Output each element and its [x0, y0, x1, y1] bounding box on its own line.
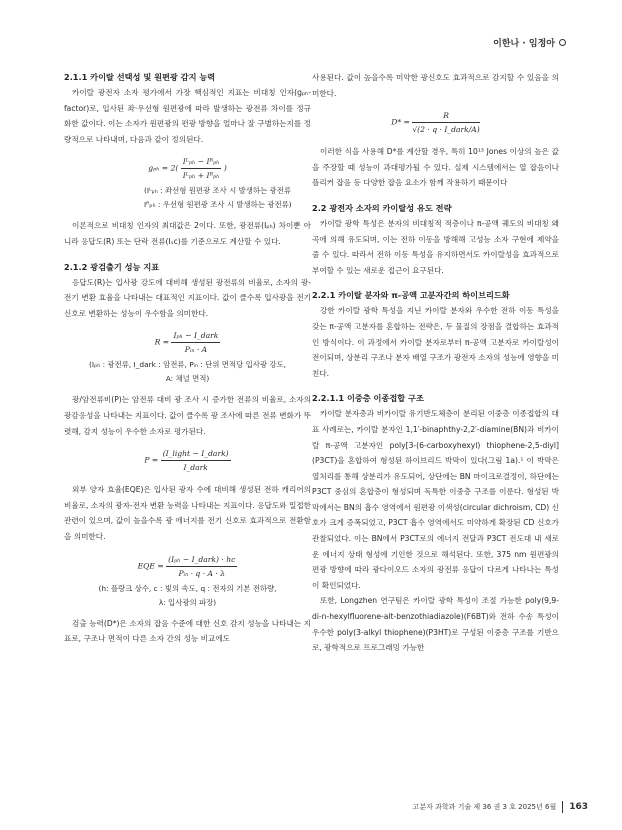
equation-note: (Iₚₕ : 광전류, I_dark : 암전류, Pᵢₙ : 단위 면적당 입사광 강도, — [89, 360, 286, 370]
equation-responsivity: R = $\frac{\text{Iₚₕ − I\_dark}}{\text{Pᵢₙ · A}}$ — [154, 331, 219, 355]
paragraph: 카이랄 광학 특성은 분자의 비대칭적 적층이나 π-공액 궤도의 비대칭 왜곡에 의해 유도되며, 이는 전하 이동을 방해해 고성능 소자 구현에 제약을 줄 수 있다. 따라서 전하 이동 특성을 유지하면서도 카이랄성을 효과적으로 부여할 수 있는 새로운 접근이 요구된다. — [312, 218, 559, 275]
paragraph: 외부 양자 효율(EQE)은 입사된 광자 수에 대비해 생성된 전하 캐리어의 비율로, 소자의 광자-전자 변환 능력을 나타내는 지표이다. 응답도와 밀접한 관련이 있으며, 값이 높을수록 광 에너지를 전기 신호로 효과적으로 전환함을 의미한다. — [64, 485, 311, 541]
left-column — [64, 70, 311, 647]
running-header — [493, 36, 566, 49]
section-heading-2-2: 2.2 광전자 소자의 카이랄성 유도 전략 — [312, 202, 452, 213]
circle-icon — [559, 39, 566, 46]
page-number: 163 — [569, 802, 588, 812]
section-heading-2-1-1: 2.1.1 카이랄 선택성 및 원편광 감지 능력 — [64, 72, 216, 82]
equation-note: (Iᴸₚₕ : 좌선형 원편광 조사 시 발생하는 광전류 — [144, 186, 291, 196]
journal-info: 고분자 과학과 기술 제 36 권 3 호 2025년 6월 — [412, 803, 557, 811]
paragraph: 응답도(R)는 입사광 강도에 대비해 생성된 광전류의 비율로, 소자의 광-전기 변환 효율을 나타내는 대표적인 지표이다. 값이 클수록 입사광을 전기 신호로 변환하는 성능이 우수함을 의미한다. — [64, 277, 311, 318]
paragraph: 광/암전류비(P)는 암전류 대비 광 조사 시 증가한 전류의 비율로, 소자의 광감응성을 나타내는 지표이다. 값이 클수록 광 조사에 따른 전류 변화가 뚜렷해, 감지 성능이 우수한 소자로 평가된다. — [64, 395, 311, 436]
equation-note: λ: 입사광의 파장) — [158, 597, 217, 607]
paragraph: 카이랄 광전자 소자 평가에서 가장 핵심적인 지표는 비대칭 인자(gₚₕ-factor)로, 입사된 좌·우선형 원편광에 따라 발생하는 광전류 차이를 정규화한 값이다. 이는 소자가 원편광의 편광 방향을 얼마나 잘 구별하는지를 정량적으로 나타내며, 다음과 같이 정의된다. — [64, 88, 311, 144]
paragraph: 카이랄 분자층과 비카이랄 유기반도체층이 분리된 이중층 이종접합의 대표 사례로는, 카이랄 분자인 1,1′-binaphthy-2,2′-diamine(BN)과 비카이랄 π-공액 고분자인 poly[3-(6-carboxyhexyl) thiophene-2,5-diyl](P3CT)을 혼합하여 형성된 하이브리드 박막이 있다(그림 1a).¹ 이 박막은 열처리를 통해 상분리가 유도되어, 상단에는 BN 마이크로결정이, 하단에는 P3CT 중심의 혼합층이 형성되며 독특한 이중층 구조를 이룬다. 형성된 박막에서는 BN의 흡수 영역에서 원편광 이색성(circular dichroism, CD) 신호가 크게 증폭되었고, P3CT 흡수 영역에서도 미약하게 확장된 CD 신호가 관찰되었다. 이는 BN에서 P3CT로의 에너지 전달과 P3CT 전도대 내 새로운 에너지 상태 형성에 기인한 것으로 해석된다. 또한, 375 nm 원편광의 편광 방향에 따라 광다이오드 소자의 광전류 응답이 다르게 나타나는 특성이 확인되었다. — [312, 409, 559, 590]
equation-photo-dark-ratio: P = $\frac{\text{(I\_light − I\_dark)}}{\text{I\_dark}}$ — [144, 449, 229, 473]
paragraph: 사용된다. 값이 높을수록 미약한 광신호도 효과적으로 감지할 수 있음을 의미한다. — [312, 73, 559, 98]
equation-detectivity: D* = $\frac{R}{\text{√(2 · q · I\_dark/A)}}$ — [391, 111, 480, 135]
paragraph: 이러한 식을 사용해 D*를 계산할 경우, 특히 10¹³ Jones 이상의 높은 값을 주장할 때 성능이 과대평가될 수 있다. 실제 시스템에서는 열 잡음이나 플리커 잡음 등 다양한 잡음 요소가 함께 작용하기 때문이다 — [312, 147, 559, 188]
section-heading-2-1-2: 2.1.2 광검출기 성능 지표 — [64, 261, 160, 272]
equation-note: (h: 플랑크 상수, c : 빛의 속도, q : 전자의 기본 전하량, — [98, 583, 277, 593]
page-footer — [413, 801, 588, 813]
equation-asymmetry-factor: gₚₕ = 2( $\frac{\text{Iᴸₚₕ − Iᴿₚₕ}}{\text{Iᴸₚₕ + Iᴿₚₕ}}$ ) — [148, 157, 227, 181]
paragraph: 검출 능력(D*)은 소자의 잡음 수준에 대한 신호 감지 성능을 나타내는 지표로, 구조나 면적이 다른 소자 간의 성능 비교에도 — [64, 618, 311, 644]
right-column — [312, 70, 559, 656]
paragraph: 이론적으로 비대칭 인자의 최대값은 2이다. 또한, 광전류(Iₚₕ) 차이뿐 아니라 응답도(R) 또는 단락 전류(Iₛc)를 기준으로도 계산할 수 있다. — [64, 221, 311, 246]
paragraph: 또한, Longzhen 연구팀은 카이랄 광학 특성이 조절 가능한 poly(9,9-di-n-hexylfluorene-alt-benzothiadiazole)(F6BT)와 전하 수송 특성이 우수한 poly(3-alkyl thiophene)(P3HT)로 구성된 이중층 구조를 기반으로, 광학적으로 프로그래밍 가능한 — [312, 596, 559, 653]
equation-note: Iᴿₚₕ : 우선형 원편광 조사 시 발생하는 광전류) — [144, 200, 292, 210]
paragraph: 강한 카이랄 광학 특성을 지닌 카이랄 분자와 우수한 전하 이동 특성을 갖는 π-공액 고분자를 혼합하는 전략은, 두 물질의 장점을 결합하는 효과적인 방식이다. 이 과정에서 카이랄 분자로부터 π-공액 고분자로 카이랄성이 전이되며, 상분리 구조나 분자 배열 구조가 광전자 소자의 성능에 영향을 미친다. — [312, 306, 559, 378]
equation-note: A: 채널 면적) — [165, 374, 210, 384]
footer-divider — [562, 801, 563, 813]
equation-eqe: EQE = $\frac{\text{(Iₚₕ − I\_dark) · hc}}{\text{Pᵢₙ · q · A · λ}}$ — [137, 554, 236, 578]
section-heading-2-2-1: 2.2.1 카이랄 분자와 π-공액 고분자간의 하이브리드화 — [312, 290, 510, 301]
header-authors: 이한나 · 임정아 — [493, 39, 555, 49]
section-heading-2-2-1-1: 2.2.1.1 이중층 이종접합 구조 — [312, 393, 424, 404]
